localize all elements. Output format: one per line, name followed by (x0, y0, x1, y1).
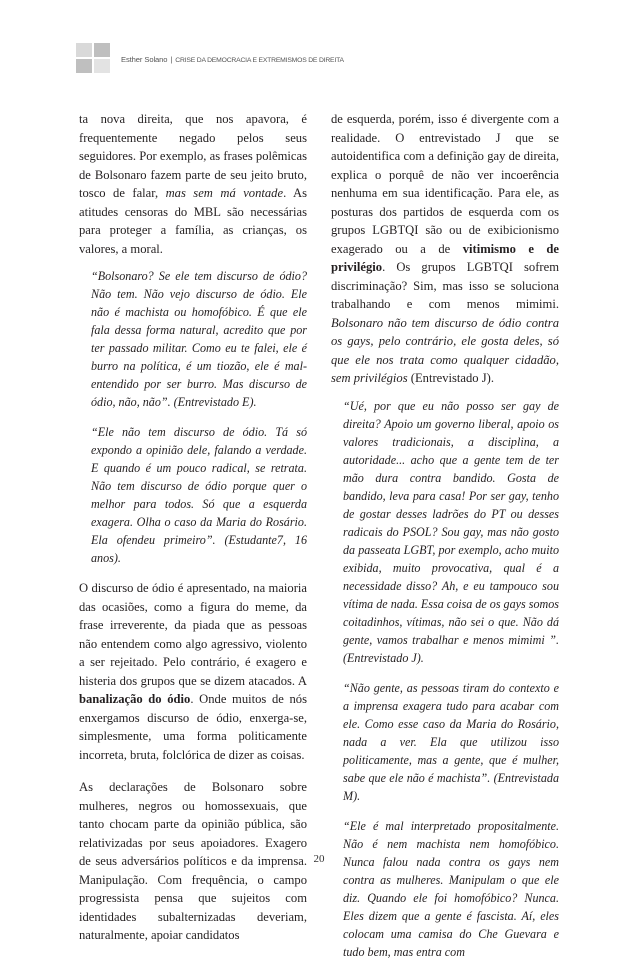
logo-square (76, 59, 92, 73)
bold-run: vitimismo e de privilégio (331, 241, 559, 274)
text-run: . Os grupos LGBTQI sofrem discriminação? Sim, mas isso se soluciona trabalhando e com menos mimimi. (331, 260, 559, 311)
running-head-separator: | (170, 55, 173, 64)
italic-run: mas sem má vontade (165, 186, 284, 200)
interview-quote: “Ué, por que eu não posso ser gay de direita? Apoio um governo liberal, apoio os valores tradicionais, a disciplina, a autoridade... acho que a gente tem de ter mão dura contra bandido. Gosta de bandido, leva para casa! Por ser gay, tenho de gostar desses ladrões do PT ou desses radicais do PSOL? Sou gay, mas não gosto da passeata LGBT, por exemplo, acho muito exibida, muito provocativa, qual é a necessidade disso? Ah, e eu tampouco sou vítima de nada. Essa coisa de os gays somos coitadinhos, vítimas, não sei o que. Não dá gente, vamos trabalhar e menos mimimi ”. (Entrevistado J). (343, 398, 559, 665)
bold-run: banalização do ódio (79, 692, 191, 706)
paragraph: As declarações de Bolsonaro sobre mulheres, negros ou homossexuais, que tanto chocam parte da opinião pública, são relativizadas por seus apoiadores. Exagero de seus adversários políticos e da imprensa. Manipulação. Com frequência, o campo progressista pensa que sujeitos com identidades subalternizadas deveriam, naturalmente, apoiar candidatos (79, 780, 307, 942)
text-run: . Onde muitos de nós enxergamos discurso de ódio, enxerga-se, simplesmente, uma forma politicamente incorreta, bruta, folclórica de dizer as coisas. (79, 692, 307, 762)
interview-quote: “Bolsonaro? Se ele tem discurso de ódio? Não tem. Não vejo discurso de ódio. Ele não é machista ou homofóbico. É que ele fala dessa forma natural, acredito que por ter passado militar. Como eu te falei, ele é burro na política, é um tiozão, ele é mal-entendido por ser burro. Mas discurso de ódio, não, não”. (Entrevistado E). (91, 269, 307, 409)
logo-square (94, 43, 110, 57)
running-head (121, 55, 344, 64)
interview-quote: “Ele não tem discurso de ódio. Tá só expondo a opinião dele, falando a verdade. E quando é um pouco radical, se retrata. Não tem discurso de ódio porque quer o melhor para todos. Só que a esquerda exagera. Olha o caso da Maria do Rosário. Ela ofendeu primeiro”. (Estudante7, 16 anos). (91, 425, 307, 565)
right-column (331, 110, 559, 973)
paragraph (331, 110, 559, 388)
header-logo-squares (76, 43, 112, 75)
paragraph (79, 110, 307, 258)
left-column (79, 110, 307, 959)
logo-square (94, 59, 110, 73)
text-run: (Entrevistado J). (407, 371, 494, 385)
text-run: . As atitudes censoras do MBL são necessárias para proteger a família, as crianças, os valores, a moral. (79, 186, 307, 256)
text-run: ta nova direita, que nos apavora, é frequentemente negado pelos seus seguidores. Por exemplo, as frases polêmicas de Bolsonaro fazem parte de seu jeito bruto, tosco de falar, (79, 112, 307, 200)
running-head-series-title: CRISE DA DEMOCRACIA E EXTREMISMOS DE DIREITA (175, 57, 344, 64)
page-number: 20 (313, 853, 325, 865)
interview-quote: “Não gente, as pessoas tiram do contexto e a imprensa exagera tudo para acabar com ele. Como esse caso da Maria do Rosário, nada a ver. Ela que utilizou isso politicamente, mas a gente, que é mulher, sabe que ele não é machista”. (Entrevistada M). (343, 680, 559, 803)
running-head-author: Esther Solano (121, 55, 168, 64)
interview-quote: “Ele é mal interpretado propositalmente. Não é nem machista nem homofóbico. Nunca falou nada contra os gays nem contra as mulheres. Manipulam o que ele diz. Quando ele foi homofóbico? Nunca. Eles dizem que a gente é fascista. Aí, eles colocam uma camisa do Che Guevara e tudo bem, mas entra com (343, 818, 559, 959)
italic-run: Bolsonaro não tem discurso de ódio contra os gays, pelo contrário, ele gosta deles, só que ele nos trata como qualquer cidadão, sem privilégios (331, 315, 559, 385)
text-run: O discurso de ódio é apresentado, na maioria das ocasiões, como a figura do meme, da frase irreverente, da piada que as pessoas não entendem como algo agressivo, violento a ser rejeitado. Pelo contrário, é exagero e histeria dos grupos que se dizem atacados. A (79, 581, 307, 688)
paragraph (79, 579, 307, 764)
logo-square (76, 43, 92, 57)
text-run: de esquerda, porém, isso é divergente com a realidade. O entrevistado J que se autoidentifica com a definição gay de direita, explica o porquê de não ver incoerência nenhuma em sua identificação. Para ele, as posturas dos partidos de esquerda com os grupos LGBTQI são ou de exibicionismo exagerado ou a de (331, 112, 559, 256)
